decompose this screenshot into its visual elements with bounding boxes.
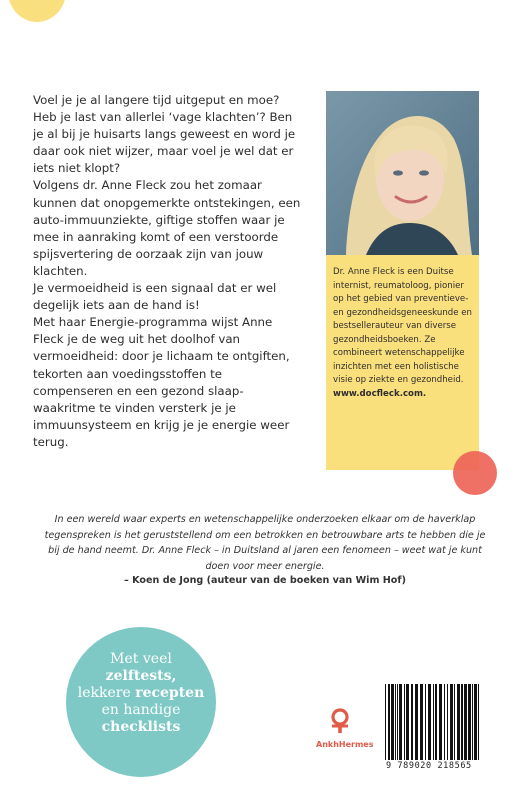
features-badge [66,627,216,777]
publisher-ankh-icon [327,708,353,734]
barcode-bar [425,684,426,760]
barcode-bar [420,684,423,760]
barcode-bar [388,684,390,760]
barcode-bar [404,684,405,760]
badge-line-1: Met veel [110,651,172,667]
publisher-name: AnkhHermes [316,740,374,749]
blurb-paragraph-1: Voel je je al langere tijd uitgeput en moe? Heb je last van allerlei ‘vage klachten’? Ben je al bij je huisarts langs geweest en word je daar ook niet wijzer, maar voel je wel dat er iets niet klopt? [33,93,296,176]
decorative-yellow-circle [8,0,66,22]
author-bio-text: Dr. Anne Fleck is een Duitse internist, reumatoloog, pionier op het gebied van preventieve- en gezondheidsgeneeskunde en bestsellerauteur van diverse gezondheidsboeken. Ze combineert wetenschappelijke inzichten met een holistische visie op ziekte en gezondheid. [333,267,472,385]
author-website-link[interactable]: www.docfleck.com. [333,388,427,399]
author-photo [326,91,479,255]
barcode-bar [457,684,460,760]
blurb-paragraph-3: Je vermoeidheid is een signaal dat er wel degelijk iets aan de hand is! [33,281,277,313]
barcode-bar [415,684,418,760]
barcode-bar [399,684,402,760]
badge-line-3b: recepten [135,685,205,701]
badge-line-5: checklists [101,719,181,735]
decorative-red-circle [453,451,497,495]
barcode-bar [435,684,437,760]
isbn-number: 9 789020 218565 [386,761,472,771]
barcode-bar [472,684,473,760]
back-cover-blurb [33,92,301,451]
barcode-bar [461,684,463,760]
blurb-paragraph-4: Met haar Energie-programma wijst Anne Fleck je de weg uit het doolhof van vermoeidheid: door je lichaam te ontgiften, tekorten aan voedingsstoffen te compenseren en een gezond slaap-waakritme te vinden versterk je je immuunsysteem en krijg je je energie weer terug. [33,315,290,449]
badge-line-2: zelftests, [105,668,177,684]
barcode-bar [474,684,477,760]
review-quote: In een wereld waar experts en wetenschappelijke onderzoeken elkaar om de haverklap tegenspreken is het geruststellend om een betrokken en betrouwbare arts te hebben die je bij de hand neemt. Dr. Anne Fleck – in Duitsland al jaren een fenomeen – weet wat je kunt doen voor meer energie. [44,514,486,573]
publisher-logo [316,708,374,749]
barcode-bar [433,684,434,760]
badge-line-4: en handige [101,702,181,718]
barcode-bar [447,684,448,760]
blurb-paragraph-2: Volgens dr. Anne Fleck zou het zomaar kunnen dat onopgemerkte ontstekingen, een auto-immuunziekte, giftige stoffen waar je mee in aanraking komt of een verstoorde spijsvertering de oorzaak zijn van jouw klachten. [33,178,301,278]
barcode-bar [478,684,479,760]
author-bio-box [326,255,479,470]
barcode-bar [428,684,431,760]
barcode-bar [464,684,467,760]
barcode-bar [395,684,396,760]
barcode-bar [468,684,471,760]
barcode-bar [439,684,442,760]
barcode-bar [406,684,409,760]
review-quote-author: – Koen de Jong (auteur van de boeken van Wim Hof) [124,575,406,586]
isbn-barcode [383,684,483,762]
barcode-bar [385,684,386,760]
barcode-bar [454,684,455,760]
barcode-bar [397,684,398,760]
barcode-bar [411,684,413,760]
barcode-bar [391,684,394,760]
badge-line-3a: lekkere [77,685,131,701]
barcode-bar [444,684,445,760]
barcode-bar [450,684,453,760]
